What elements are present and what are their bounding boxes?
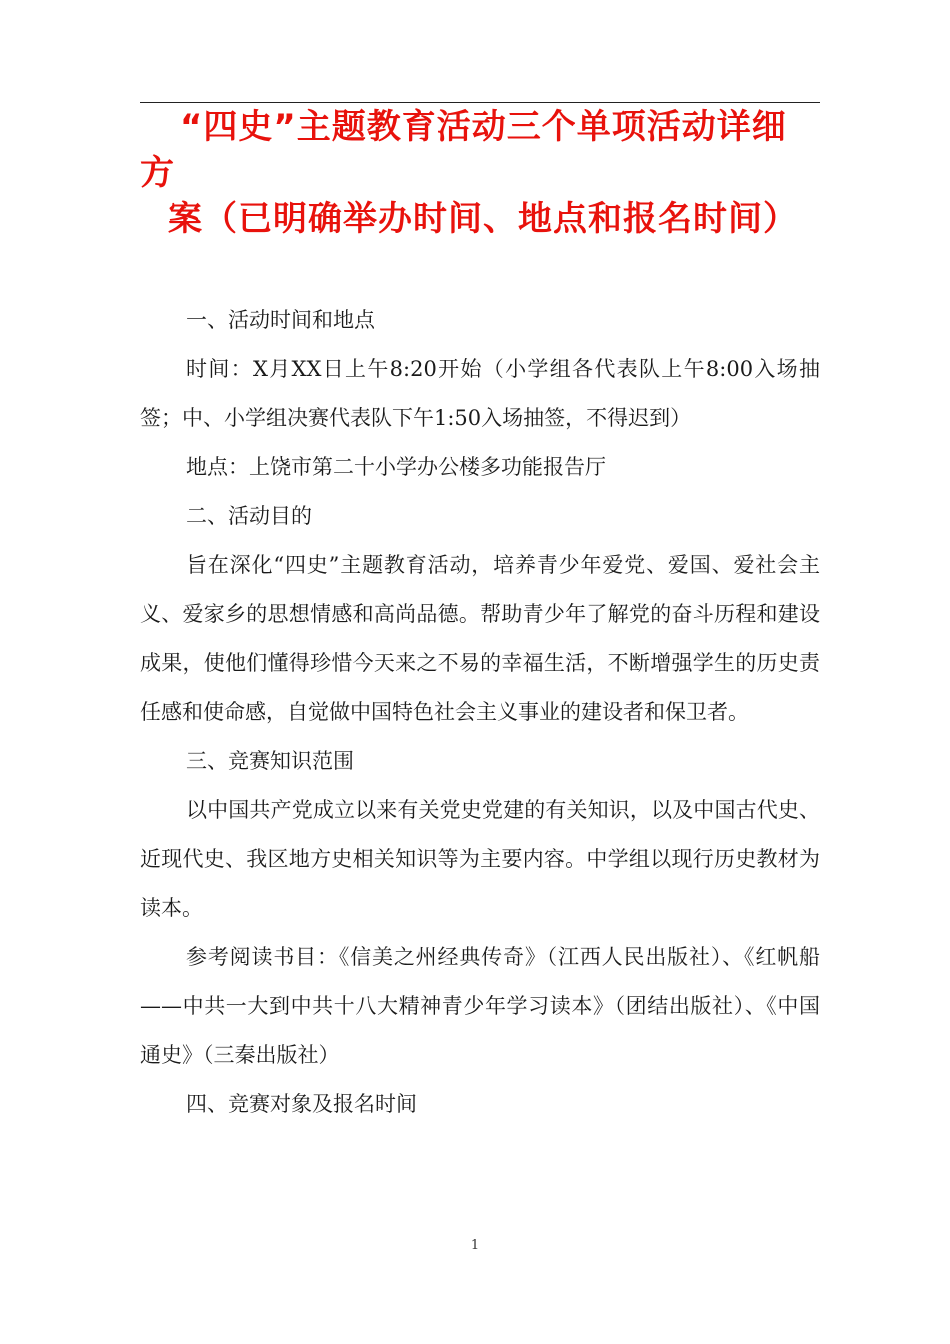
paragraph-place: 地点：上饶市第二十小学办公楼多功能报告厅 [186, 455, 606, 479]
paragraph-reading-list: 参考阅读书目：《信美之州经典传奇》（江西人民出版社）、《红帆船——中共一大到中共十八大精神青少年学习读本》（团结出版社）、《中国通史》（三秦出版社） [140, 945, 820, 1067]
title-line-1: “四史”主题教育活动三个单项活动详细 [180, 107, 787, 147]
section-heading-participants: 四、竞赛对象及报名时间 [186, 1092, 417, 1116]
paragraph-time: 时间：X月XX日上午8:20开始（小学组各代表队上午8:00入场抽签；中、小学组决赛代表队下午1:50入场抽签，不得迟到） [140, 357, 820, 430]
document-body [140, 296, 820, 1129]
title-line-3: 案（已明确举办时间、地点和报名时间） [168, 199, 798, 239]
header-rule [140, 102, 820, 103]
document-title [140, 104, 820, 242]
title-line-2: 方 [140, 153, 174, 193]
page-number: 1 [470, 1238, 480, 1253]
section-heading-purpose: 二、活动目的 [186, 504, 312, 528]
section-heading-time-place: 一、活动时间和地点 [186, 308, 375, 332]
section-heading-scope: 三、竞赛知识范围 [186, 749, 354, 773]
paragraph-scope: 以中国共产党成立以来有关党史党建的有关知识，以及中国古代史、近现代史、我区地方史相关知识等为主要内容。中学组以现行历史教材为读本。 [140, 798, 820, 920]
paragraph-purpose: 旨在深化“四史”主题教育活动，培养青少年爱党、爱国、爱社会主义、爱家乡的思想情感和高尚品德。帮助青少年了解党的奋斗历程和建设成果，使他们懂得珍惜今天来之不易的幸福生活，不断增强学生的历史责任感和使命感，自觉做中国特色社会主义事业的建设者和保卫者。 [140, 553, 820, 724]
